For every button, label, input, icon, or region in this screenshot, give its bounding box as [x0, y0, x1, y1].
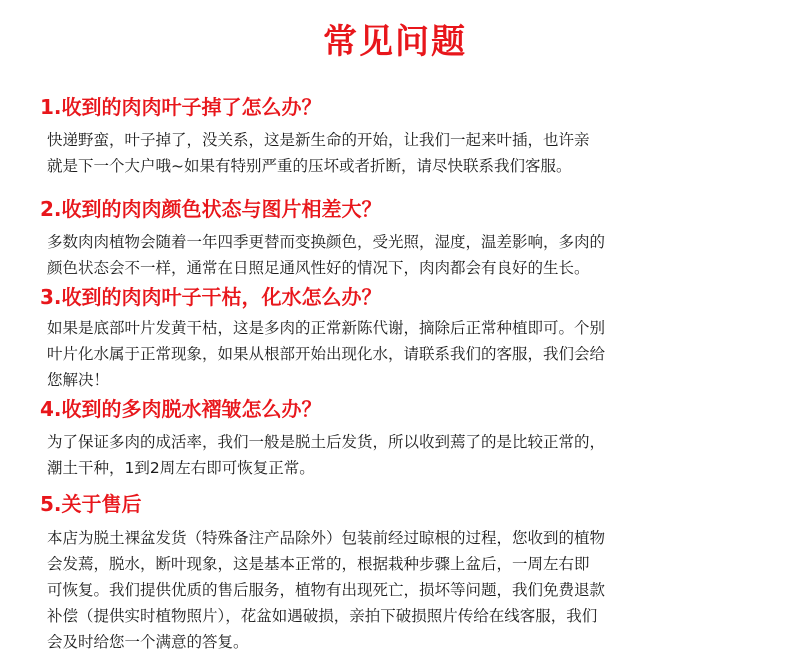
faq-answer-line: 会及时给您一个满意的答复。	[47, 633, 249, 651]
faq-answer-line: 会发蔫，脱水，断叶现象，这是基本正常的，根据栽种步骤上盆后，一周左右即	[47, 555, 590, 573]
faq-answer-line: 叶片化水属于正常现象，如果从根部开始出现化水，请联系我们的客服，我们会给	[47, 345, 606, 363]
faq-answer-1	[47, 127, 762, 179]
faq-answer-line: 多数肉肉植物会随着一年四季更替而变换颜色，受光照，湿度，温差影响，多肉的	[47, 233, 606, 251]
faq-answer-2	[47, 229, 762, 281]
faq-answer-line: 就是下一个大户哦~如果有特别严重的压坏或者折断，请尽快联系我们客服。	[47, 157, 572, 175]
faq-question-4: 4.收到的多肉脱水褶皱怎么办？	[40, 397, 322, 421]
page-title: 常见问题	[323, 22, 467, 62]
faq-answer-line: 潮土干种，1到2周左右即可恢复正常。	[47, 459, 315, 477]
faq-answer-5	[47, 525, 762, 655]
faq-answer-4	[47, 429, 762, 481]
faq-answer-line: 本店为脱土裸盆发货（特殊备注产品除外）包装前经过晾根的过程，您收到的植物	[47, 529, 606, 547]
faq-question-5: 5.关于售后	[40, 492, 142, 516]
faq-answer-line: 您解决！	[47, 371, 110, 389]
faq-answer-line: 为了保证多肉的成活率，我们一般是脱土后发货，所以收到蔫了的是比较正常的，	[47, 433, 606, 451]
faq-question-3: 3.收到的肉肉叶子干枯，化水怎么办？	[40, 285, 382, 309]
faq-answer-3	[47, 315, 762, 393]
faq-answer-line: 如果是底部叶片发黄干枯，这是多肉的正常新陈代谢，摘除后正常种植即可。个别	[47, 319, 606, 337]
faq-answer-line: 可恢复。我们提供优质的售后服务，植物有出现死亡，损坏等问题，我们免费退款	[47, 581, 606, 599]
faq-answer-line: 颜色状态会不一样，通常在日照足通风性好的情况下，肉肉都会有良好的生长。	[47, 259, 590, 277]
faq-answer-line: 快递野蛮，叶子掉了，没关系，这是新生命的开始，让我们一起来叶插，也许亲	[47, 131, 590, 149]
faq-question-1: 1.收到的肉肉叶子掉了怎么办？	[40, 95, 322, 119]
faq-question-2: 2.收到的肉肉颜色状态与图片相差大？	[40, 197, 382, 221]
faq-answer-line: 补偿（提供实时植物照片），花盆如遇破损，亲拍下破损照片传给在线客服，我们	[47, 607, 598, 625]
